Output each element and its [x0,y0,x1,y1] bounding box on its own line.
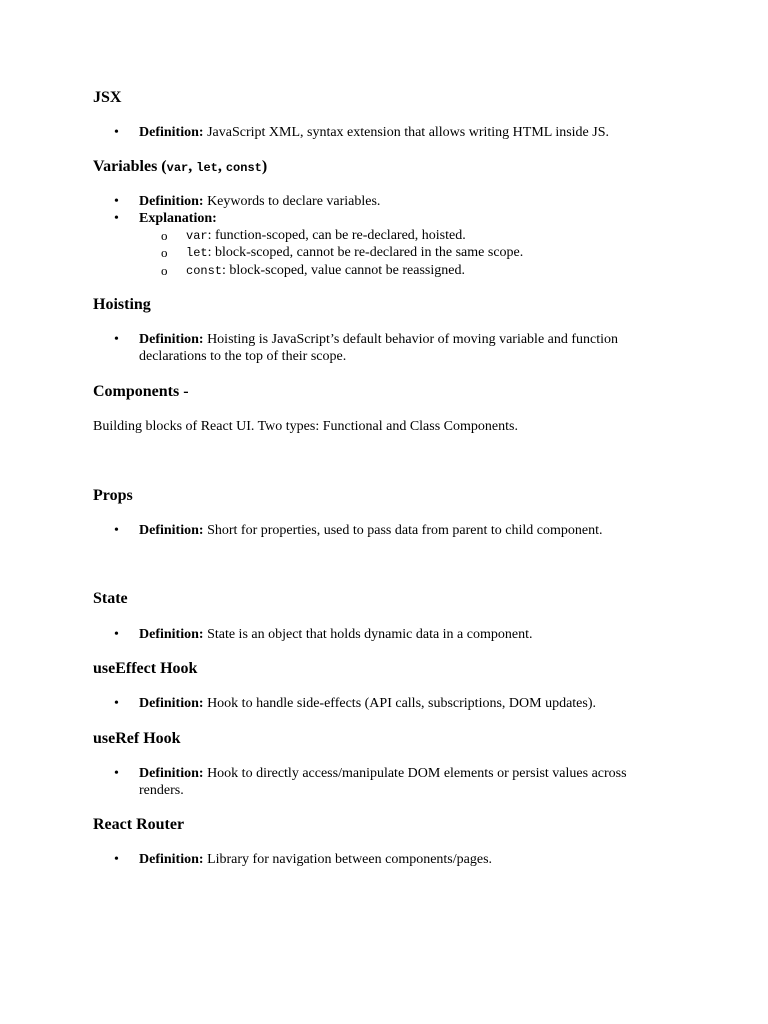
definition-text: Hoisting is JavaScript’s default behavior of moving variable and function declarations to the top of their scope. [139,332,619,364]
keyword-var: var [166,161,189,175]
definition-label: Definition: [139,766,204,781]
paragraph-components: Building blocks of React UI. Two types: Functional and Class Components. [93,419,518,434]
bullet: • [114,852,119,867]
separator: , [188,158,197,175]
sub-bullet: o [161,263,168,278]
heading-variables-suffix: ) [261,158,268,175]
list-item-variables-definition [139,193,699,210]
list-item-use-effect-definition [139,695,699,712]
list-item-jsx-definition [139,124,699,141]
definition-text: Short for properties, used to pass data from parent to child component. [203,523,603,538]
sub-list-item-const [186,262,465,280]
bullet: • [114,523,119,538]
code-let: let [186,246,208,260]
definition-label: Definition: [139,332,204,347]
heading-props: Props [93,487,133,504]
sub-bullet: o [161,228,168,243]
definition-label: Definition: [139,194,204,209]
definition-text: Hook to handle side-effects (API calls, subscriptions, DOM updates). [203,696,597,711]
definition-label: Definition: [139,696,204,711]
keyword-const: const [225,161,262,175]
bullet: • [114,125,119,140]
heading-use-ref: useRef Hook [93,730,181,747]
bullet: • [114,194,119,209]
bullet: • [114,766,119,781]
definition-text: State is an object that holds dynamic data in a component. [203,627,533,642]
sub-list-item-let [186,244,523,262]
bullet: • [114,696,119,711]
keyword-let: let [196,161,218,175]
definition-label: Definition: [139,852,204,867]
heading-state: State [93,590,128,607]
bullet: • [114,332,119,347]
list-item-variables-explanation [139,210,699,227]
heading-react-router: React Router [93,816,185,833]
explanation-label: Explanation: [139,211,217,226]
list-item-react-router-definition [139,851,699,868]
bullet: • [114,211,119,226]
heading-variables-prefix: Variables ( [93,158,167,175]
list-item-props-definition [139,522,699,539]
definition-text: Hook to directly access/manipulate DOM elements or persist values across renders. [139,766,627,798]
definition-text: Keywords to declare variables. [203,194,381,209]
heading-hoisting: Hoisting [93,296,151,313]
definition-label: Definition: [139,627,204,642]
list-item-state-definition [139,626,699,643]
heading-variables [93,158,267,177]
list-item-use-ref-definition [139,765,649,799]
definition-text: JavaScript XML, syntax extension that allows writing HTML inside JS. [203,125,610,140]
sub-item-text: : block-scoped, value cannot be reassigned. [222,263,465,278]
definition-label: Definition: [139,523,204,538]
code-var: var [186,229,208,243]
code-const: const [186,264,223,278]
bullet: • [114,627,119,642]
heading-use-effect: useEffect Hook [93,660,198,677]
heading-jsx: JSX [93,89,122,106]
sub-item-text: : function-scoped, can be re-declared, hoisted. [207,228,466,243]
list-item-hoisting-definition [139,331,684,365]
sub-list-item-var [186,227,466,245]
separator: , [217,158,226,175]
definition-label: Definition: [139,125,204,140]
definition-text: Library for navigation between components/pages. [203,852,493,867]
sub-bullet: o [161,245,168,260]
heading-components: Components - [93,383,189,400]
sub-item-text: : block-scoped, cannot be re-declared in the same scope. [207,245,524,260]
